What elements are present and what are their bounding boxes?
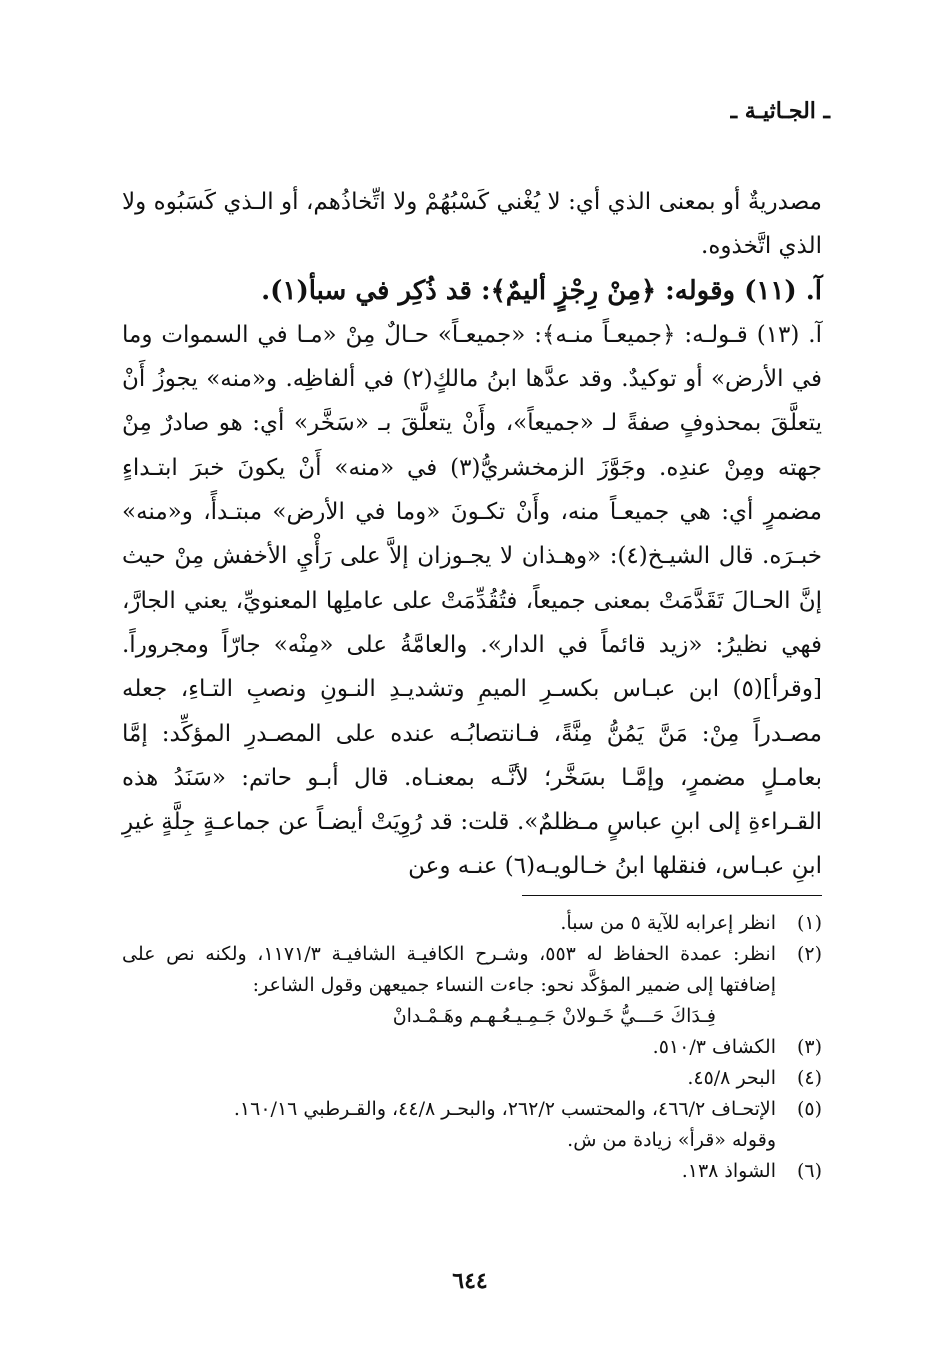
footnote-number: (٦) — [796, 1160, 822, 1182]
footnote-divider — [522, 895, 822, 896]
main-text — [122, 180, 822, 889]
footnote — [122, 1032, 822, 1063]
footnote-text — [122, 908, 776, 939]
footnote — [122, 1094, 822, 1156]
footnote-text — [122, 939, 776, 1032]
paragraph: مصدريةٌ أو بمعنى الذي أي: لا يُغْني كَسْبُهُمْ ولا اتِّخاذُهم، أو الـذي كَسَبُوه ولا الذي اتَّخذوه. — [122, 189, 822, 260]
footnote — [122, 1063, 822, 1094]
footnote-text — [122, 1094, 776, 1156]
page-number: ٦٤٤ — [452, 1268, 488, 1294]
footnotes — [122, 908, 822, 1187]
footnote — [122, 1156, 822, 1187]
footnote-text — [122, 1063, 776, 1094]
footnote-line: الكشاف ٥١٠/٣. — [652, 1036, 776, 1058]
footnote-line: انظر: عمدة الحفاظ له ٥٥٣، وشـرح الكافيـة الشافيـة ١١٧١/٣، ولكنه نص على إضافتها إلى ضمير المؤكَّد نحو: جاءت النساء جميعهن وقول الشاعر: — [122, 943, 776, 996]
footnote-number: (٥) — [796, 1098, 822, 1120]
footnote-line: البحر ٤٥/٨. — [687, 1067, 776, 1089]
footnote — [122, 939, 822, 1032]
footnote-number: (٤) — [796, 1067, 822, 1089]
footnote-text — [122, 1156, 776, 1187]
footnote-number: (٣) — [796, 1036, 822, 1058]
paragraph: آ. (١٣) قـولـه: ﴿جميعـاً منـه﴾: «جميعـاً» حـالٌ مِنْ «مـا في السموات وما في الأرض» أو توكيدٌ. وقد عدَّها ابنُ مالكٍ(٢) في ألفاظِه. و«منه» يجوزُ أَنْ يتعلَّقَ بمحذوفٍ صفةً لـ «جميعاً»، وأَنْ يتعلَّقَ بـ «سَخَّر» أي: هو صادرٌ مِنْ جهته ومِنْ عندِه. وجَوَّزَ الزمخشريُّ(٣) في «منه» أَنْ يكونَ خبرَ ابتـداءٍ مضمرٍ أي: هي جميعـاً منه، وأَنْ تكـونَ «وما في الأرض» مبتـدأً، و«منه» خبـرَه. قال الشيـخ(٤): «وهـذان لا يجـوزان إلاَّ على رَأْيِ الأخفش مِنْ حيث إنَّ الحـالَ تَقَدَّمَتْ بمعنى جميعاً، فتُقُدِّمَتْ على عاملِها المعنويِّ، يعني الجارَّ، فهي نظيرُ: «زيد قائماً في الدار». والعامَّةُ على «مِنْه» جارّاً ومجروراً. [وقرأ](٥) ابن عبـاس بكسـرِ الميمِ وتشديـدِ النـونِ ونصبِ التـاءِ، جعله مصـدراً مِنْ: مَنَّ يَمُنُّ مِنَّةً، فـانتصابُـه عنده على المصـدرِ المؤكِّد: إمَّا بعامـلٍ مضمرٍ، وإمَّـا بسَخَّر؛ لأنَّـه بمعنـاه. قال أبـو حاتم: «سَنَدُ هذه القـراءةِ إلى ابنِ عباسٍ مـظلمٌ». قلت: قد رُوِيَتْ أيضـاً عن جماعـةٍ جِلَّةٍ غيرِ ابنِ عبـاس، فنقلها ابنُ خـالويـه(٦) عنـه وعن — [122, 321, 823, 880]
footnote — [122, 908, 822, 939]
footnote-text — [122, 1032, 776, 1063]
footnote-line: وقوله «قرأ» زيادة من ش. — [567, 1129, 776, 1151]
running-header: ـ الجـاثيـة ـ — [730, 98, 830, 124]
footnote-line: الشواذ ١٣٨. — [681, 1160, 776, 1182]
footnote-number: (١) — [796, 912, 822, 934]
footnote-line: الإتحـاف ٤٦٦/٢، والمحتسب ٢٦٢/٢، والبحـر ٤٤/٨، والقـرطبي ١٦٠/١٦. — [233, 1098, 776, 1120]
footnote-line: انظر إعرابه للآية ٥ من سبأ. — [560, 912, 776, 934]
verse-paragraph: آ. (١١) وقوله: ﴿مِنْ رِجْزٍ أليمٌ﴾: قد ذُكِر في سبأ(١). — [261, 275, 822, 306]
footnote-number: (٢) — [796, 943, 822, 965]
footnote-verse: فِـدَاكَ حَـــيُّ خَـولانْ جَـمِـيـعُـهـم وهَـمْـدانْ — [392, 1005, 716, 1027]
